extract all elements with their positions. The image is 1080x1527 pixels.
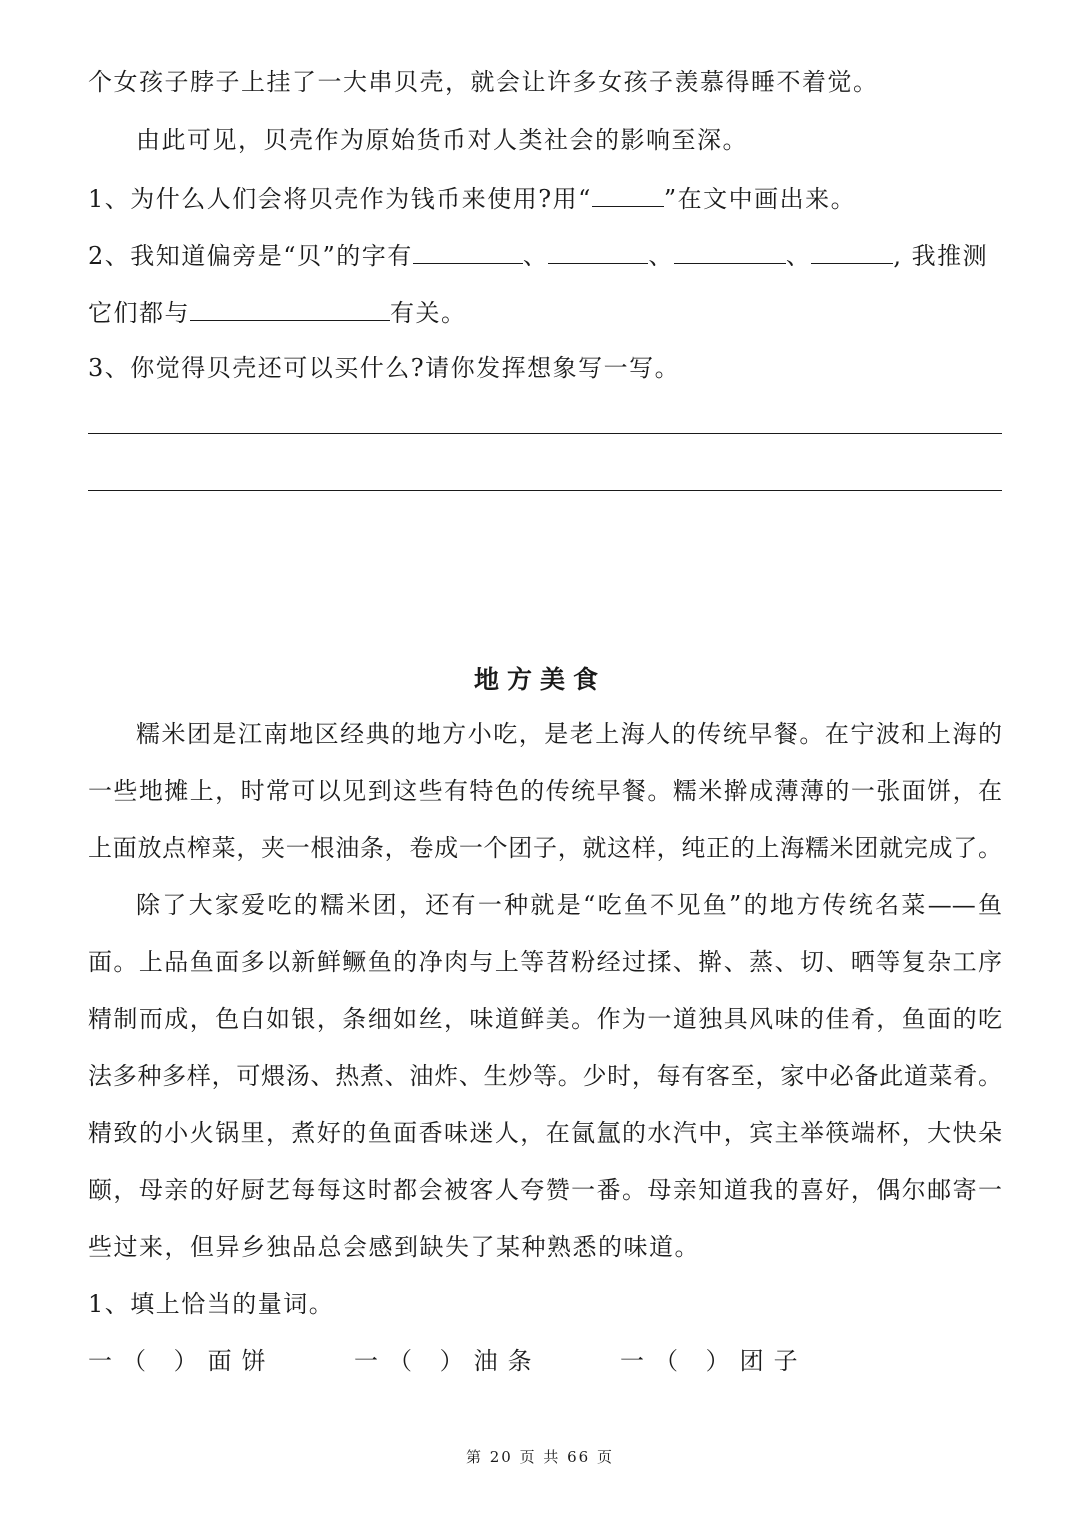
section2-question-1: 1、填上恰当的量词。 bbox=[88, 1290, 335, 1318]
measure-word-item[interactable]: 一（ ）团子 bbox=[620, 1347, 808, 1375]
question-2-separator: 、 bbox=[785, 242, 812, 270]
section-title: 地方美食 bbox=[473, 665, 606, 694]
question-2-line2-after: 有关。 bbox=[390, 299, 467, 327]
paragraph-2-line: 面。上品鱼面多以新鲜鳜鱼的净肉与上等苕粉经过揉、擀、蒸、切、晒等复杂工序 bbox=[88, 948, 1002, 976]
page-number-footer: 第 20 页 共 66 页 bbox=[465, 1448, 614, 1466]
question-1 bbox=[88, 180, 1002, 214]
question-1-text-before: 1、为什么人们会将贝壳作为钱币来使用?用“ bbox=[88, 185, 592, 213]
paragraph-1-line: 糯米团是江南地区经典的地方小吃，是老上海人的传统早餐。在宁波和上海的 bbox=[136, 720, 1002, 748]
answer-line-2[interactable] bbox=[88, 490, 1002, 491]
answer-line-1[interactable] bbox=[88, 433, 1002, 434]
question-2-blank-5[interactable] bbox=[190, 294, 390, 321]
question-2-line2-before: 它们都与 bbox=[88, 299, 190, 327]
measure-word-item[interactable]: 一（ ）面饼 bbox=[88, 1347, 276, 1375]
paragraph-2-line: 除了大家爱吃的糯米团，还有一种就是“吃鱼不见鱼”的地方传统名菜——鱼 bbox=[136, 891, 1002, 919]
paragraph-2-line: 颐，母亲的好厨艺每每这时都会被客人夸赞一番。母亲知道我的喜好，偶尔邮寄一 bbox=[88, 1176, 1002, 1204]
passage-tail-line: 个女孩子脖子上挂了一大串贝壳，就会让许多女孩子羡慕得睡不着觉。 bbox=[88, 68, 879, 96]
measure-word-item[interactable]: 一（ ）油条 bbox=[354, 1347, 542, 1375]
paragraph-1-line: 一些地摊上，时常可以见到这些有特色的传统早餐。糯米擀成薄薄的一张面饼，在 bbox=[88, 777, 1002, 805]
question-1-blank[interactable] bbox=[592, 180, 664, 207]
question-2-separator: 、 bbox=[648, 242, 674, 270]
paragraph-1-line: 上面放点榨菜，夹一根油条，卷成一个团子，就这样，纯正的上海糯米团就完成了。 bbox=[88, 834, 1002, 862]
question-1-text-after: ”在文中画出来。 bbox=[663, 185, 857, 213]
question-3: 3、你觉得贝壳还可以买什么?请你发挥想象写一写。 bbox=[88, 354, 681, 382]
measure-word-row bbox=[88, 1344, 1002, 1378]
paragraph-2-line: 精致的小火锅里，煮好的鱼面香味迷人，在氤氲的水汽中，宾主举筷端杯，大快朵 bbox=[88, 1119, 1002, 1147]
paragraph-2-line: 些过来，但异乡独品总会感到缺失了某种熟悉的味道。 bbox=[88, 1233, 700, 1261]
passage-conclusion: 由此可见，贝壳作为原始货币对人类社会的影响至深。 bbox=[136, 126, 748, 154]
question-2-line-2 bbox=[88, 294, 1002, 328]
question-2-text-after: , 我推测 bbox=[893, 242, 989, 270]
question-2-line-1 bbox=[88, 237, 1002, 271]
question-2-blank-1[interactable] bbox=[413, 237, 523, 264]
question-2-separator: 、 bbox=[522, 242, 549, 270]
question-2-blank-3[interactable] bbox=[674, 237, 786, 264]
paragraph-2-line: 精制而成，色白如银，条细如丝，味道鲜美。作为一道独具风味的佳肴，鱼面的吃 bbox=[88, 1005, 1002, 1033]
question-2-blank-4[interactable] bbox=[811, 237, 893, 264]
question-2-text-before: 2、我知道偏旁是“贝”的字有 bbox=[88, 242, 413, 270]
question-2-blank-2[interactable] bbox=[548, 237, 648, 264]
paragraph-2-line: 法多种多样，可煨汤、热煮、油炸、生炒等。少时，每有客至，家中必备此道菜肴。 bbox=[88, 1062, 1002, 1090]
